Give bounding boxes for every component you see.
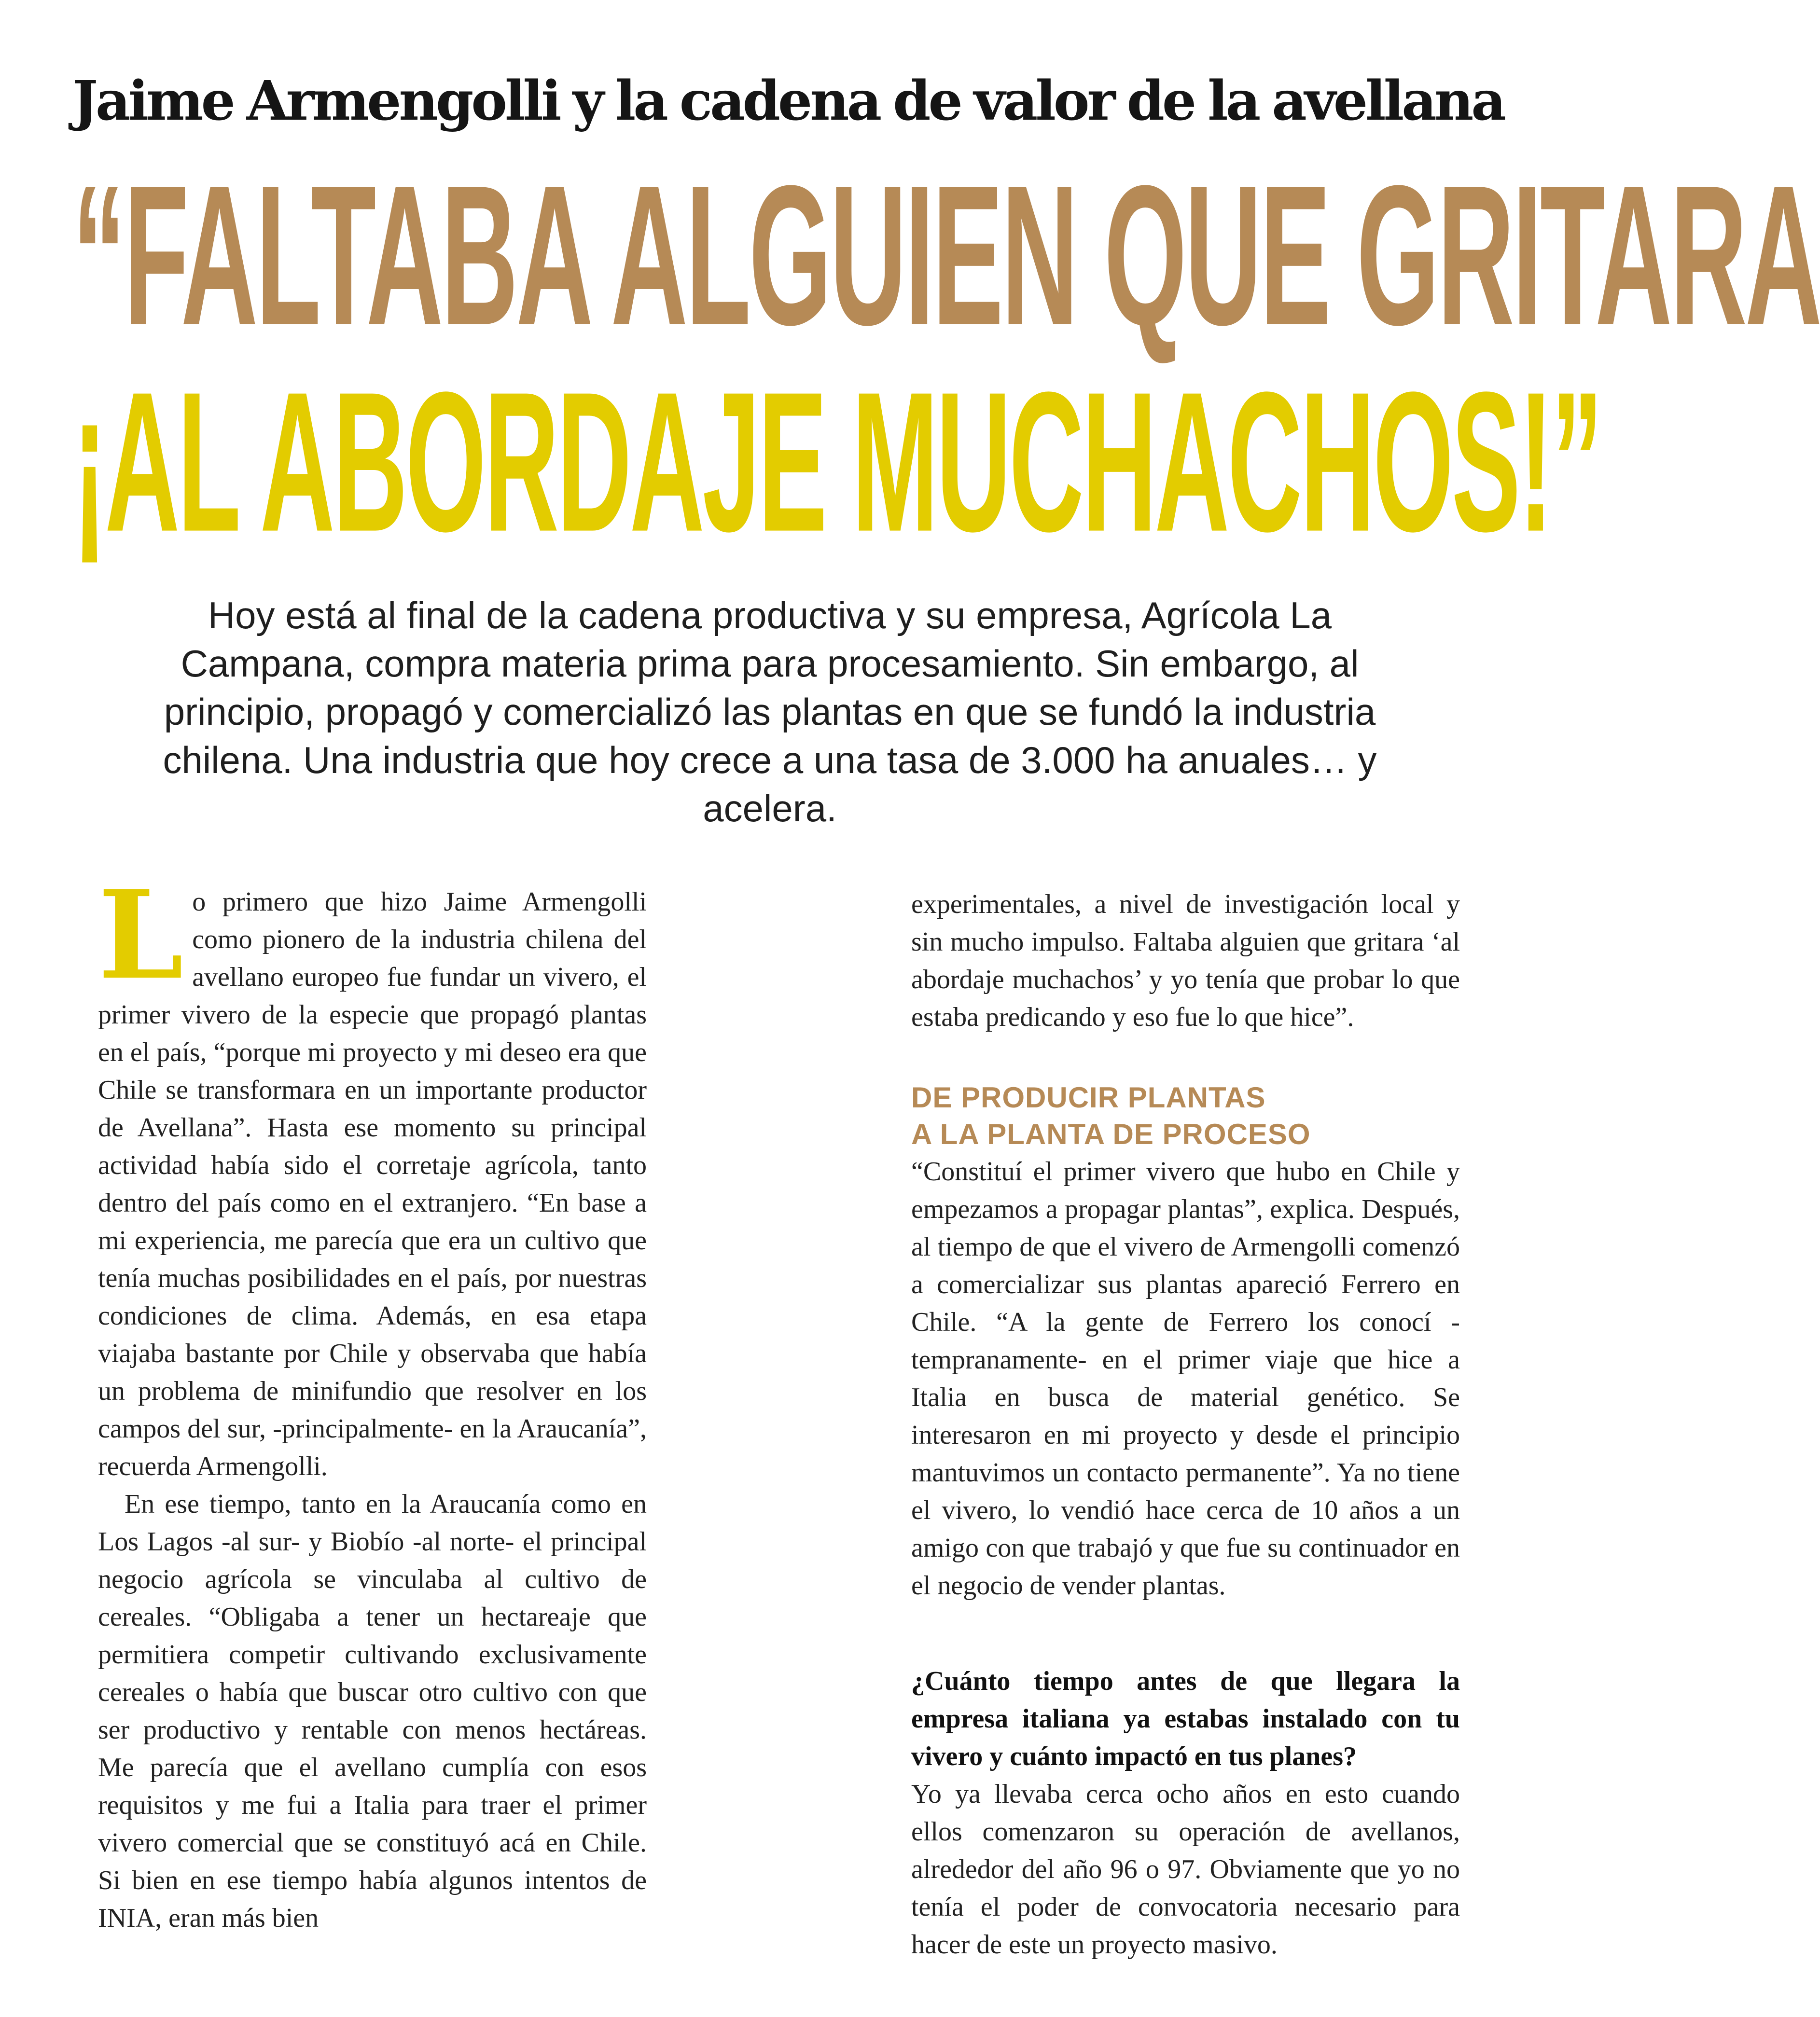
interview-question: ¿Cuánto tiempo antes de que llegara la empresa italiana ya estabas instalado con tu vivero y cuánto impactó en tus planes? <box>911 1666 1460 1771</box>
section-subhead <box>911 1079 1460 1153</box>
body-paragraph <box>98 864 647 1485</box>
headline-line-1: “FALTABA ALGUIEN QUE GRITARA <box>72 143 1820 367</box>
drop-cap: L <box>98 864 184 1007</box>
right-column <box>911 885 1460 1963</box>
body-paragraph-text: o primero que hizo Jaime Armengolli como pionero de la industria chilena del avellano europeo fue fundar un vivero, el primer vivero de la especie que propagó plantas en el país, “porque mi proyecto y mi deseo era que Chile se transformara en un importante productor de Avellana”. Hasta ese momento su principal actividad había sido el corretaje agrícola, tanto dentro del país como en el extranjero. “En base a mi experiencia, me parecía que era un cultivo que tenía muchas posibilidades en el país, por nuestras condiciones de clima. Además, en esa etapa viajaba bastante por Chile y observaba que había un problema de minifundio que resolver en los campos del sur, -principalmente- en la Araucanía”, recuerda Armengolli. <box>98 887 647 1481</box>
interview-answer: Yo ya llevaba cerca ocho años en esto cuando ellos comenzaron su operación de avellanos, alrededor del año 96 o 97. Obviamente que yo no tenía el poder de convocatoria necesario para hacer de este un proyecto masivo. <box>911 1779 1460 1960</box>
article-kicker: Jaime Armengolli y la cadena de valor de la avellana <box>72 69 1504 133</box>
left-column <box>98 864 647 1937</box>
subhead-line-2: A LA PLANTA DE PROCESO <box>911 1118 1311 1150</box>
subhead-line-1: DE PRODUCIR PLANTAS <box>911 1081 1266 1114</box>
body-paragraph: experimentales, a nivel de investigación local y sin mucho impulso. Faltaba alguien que gritara ‘al abordaje muchachos’ y yo tenía que probar lo que estaba predicando y eso fue lo que hice”. <box>911 889 1460 1032</box>
headline-line-2: ¡AL ABORDAJE MUCHACHOS!” <box>72 350 1601 573</box>
body-paragraph: “Constituí el primer vivero que hubo en Chile y empezamos a propagar plantas”, explica. Después, al tiempo de que el vivero de Armengolli comenzó a comercializar sus plantas apareció Ferrero en Chile. “A la gente de Ferrero los conocí -tempranamente- en el primer viaje que hice a Italia en busca de material genético. Se interesaron en mi proyecto y desde el principio mantuvimos un contacto permanente”. Ya no tiene el vivero, lo vendió hace cerca de 10 años a un amigo con que trabajó y que fue su continuador en el negocio de vender plantas. <box>911 1157 1460 1601</box>
intro-paragraph: Hoy está al final de la cadena productiva y su empresa, Agrícola La Campana, compra materia prima para procesamiento. Sin embargo, al principio, propagó y comercializó las plantas en que se fundó la industria chilena. Una industria que hoy crece a una tasa de 3.000 ha anuales… y acelera. <box>163 594 1377 829</box>
body-paragraph: En ese tiempo, tanto en la Araucanía como en Los Lagos -al sur- y Biobío -al norte- el principal negocio agrícola se vinculaba al cultivo de cereales. “Obligaba a tener un hectareaje que permitiera competir cultivando exclusivamente cereales o había que buscar otro cultivo con que ser productivo y rentable con menos hectáreas. Me parecía que el avellano cumplía con esos requisitos y me fui a Italia para traer el primer vivero comercial que se constituyó acá en Chile. Si bien en ese tiempo había algunos intentos de INIA, eran más bien <box>98 1489 647 1933</box>
